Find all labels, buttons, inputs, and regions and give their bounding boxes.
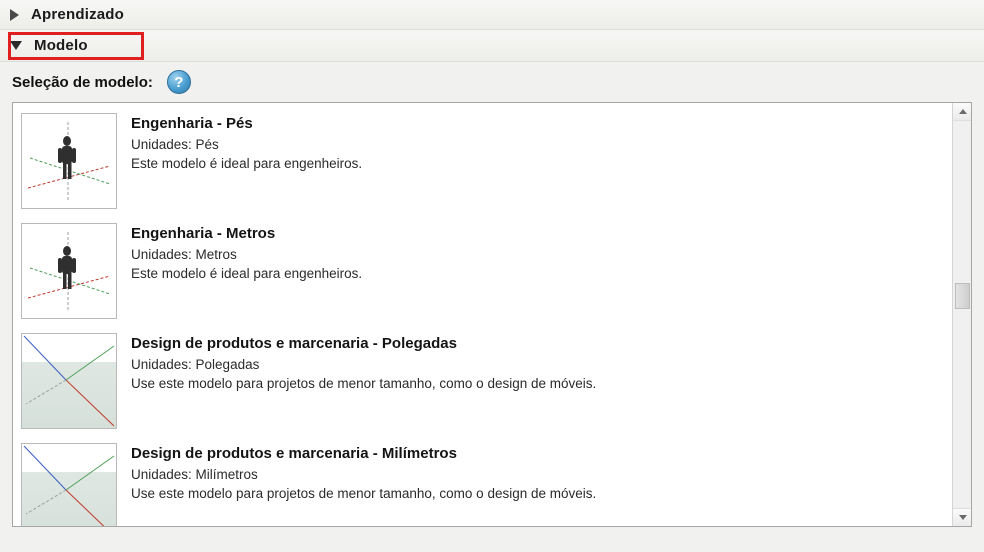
- list-item[interactable]: [13, 213, 952, 323]
- scroll-down-button[interactable]: [953, 508, 972, 526]
- scrollbar-thumb[interactable]: [955, 283, 970, 309]
- arrow-up-icon: [959, 109, 967, 114]
- help-icon[interactable]: ?: [167, 70, 191, 94]
- selection-label-row: [0, 62, 984, 102]
- list-item[interactable]: [13, 103, 952, 213]
- list-item-description: Use este modelo para projetos de menor tamanho, como o design de móveis.: [131, 376, 597, 391]
- list-item-description: Este modelo é ideal para engenheiros.: [131, 156, 363, 171]
- list-item[interactable]: [13, 323, 952, 433]
- selection-caption: Seleção de modelo:: [12, 73, 153, 91]
- list-item-text: [131, 223, 362, 319]
- ground-axes-thumb: [21, 333, 117, 429]
- list-item-units: Unidades: Polegadas: [131, 357, 260, 372]
- vertical-scrollbar[interactable]: [952, 103, 971, 526]
- template-list-panel[interactable]: [12, 102, 972, 527]
- section-header-aprendizado[interactable]: [0, 0, 984, 30]
- list-item-description: Use este modelo para projetos de menor tamanho, como o design de móveis.: [131, 486, 597, 501]
- figure-axes-thumb: [21, 223, 117, 319]
- section-title-aprendizado: Aprendizado: [31, 6, 125, 23]
- list-item-description: Este modelo é ideal para engenheiros.: [131, 266, 363, 281]
- list-item[interactable]: [13, 433, 952, 526]
- list-item-units: Unidades: Metros: [131, 247, 237, 262]
- panel-footer: [0, 542, 984, 552]
- list-item-units: Unidades: Milímetros: [131, 467, 258, 482]
- list-item-title: Engenharia - Pés: [131, 115, 253, 132]
- figure-axes-thumb: [21, 113, 117, 209]
- list-item-text: [131, 113, 362, 209]
- triangle-down-icon[interactable]: [10, 41, 22, 50]
- list-item-title: Engenharia - Metros: [131, 225, 276, 242]
- ground-axes-thumb: [21, 443, 117, 526]
- scroll-up-button[interactable]: [953, 103, 972, 121]
- section-title-modelo: Modelo: [34, 37, 88, 54]
- section-header-modelo[interactable]: [0, 30, 984, 62]
- list-item-units: Unidades: Pés: [131, 137, 219, 152]
- template-list: [13, 103, 952, 526]
- list-item-title: Design de produtos e marcenaria - Polegadas: [131, 335, 457, 352]
- triangle-right-icon[interactable]: [10, 9, 19, 21]
- list-item-text: [131, 443, 596, 526]
- list-item-text: [131, 333, 596, 429]
- arrow-down-icon: [959, 515, 967, 520]
- list-item-title: Design de produtos e marcenaria - Milímetros: [131, 445, 457, 462]
